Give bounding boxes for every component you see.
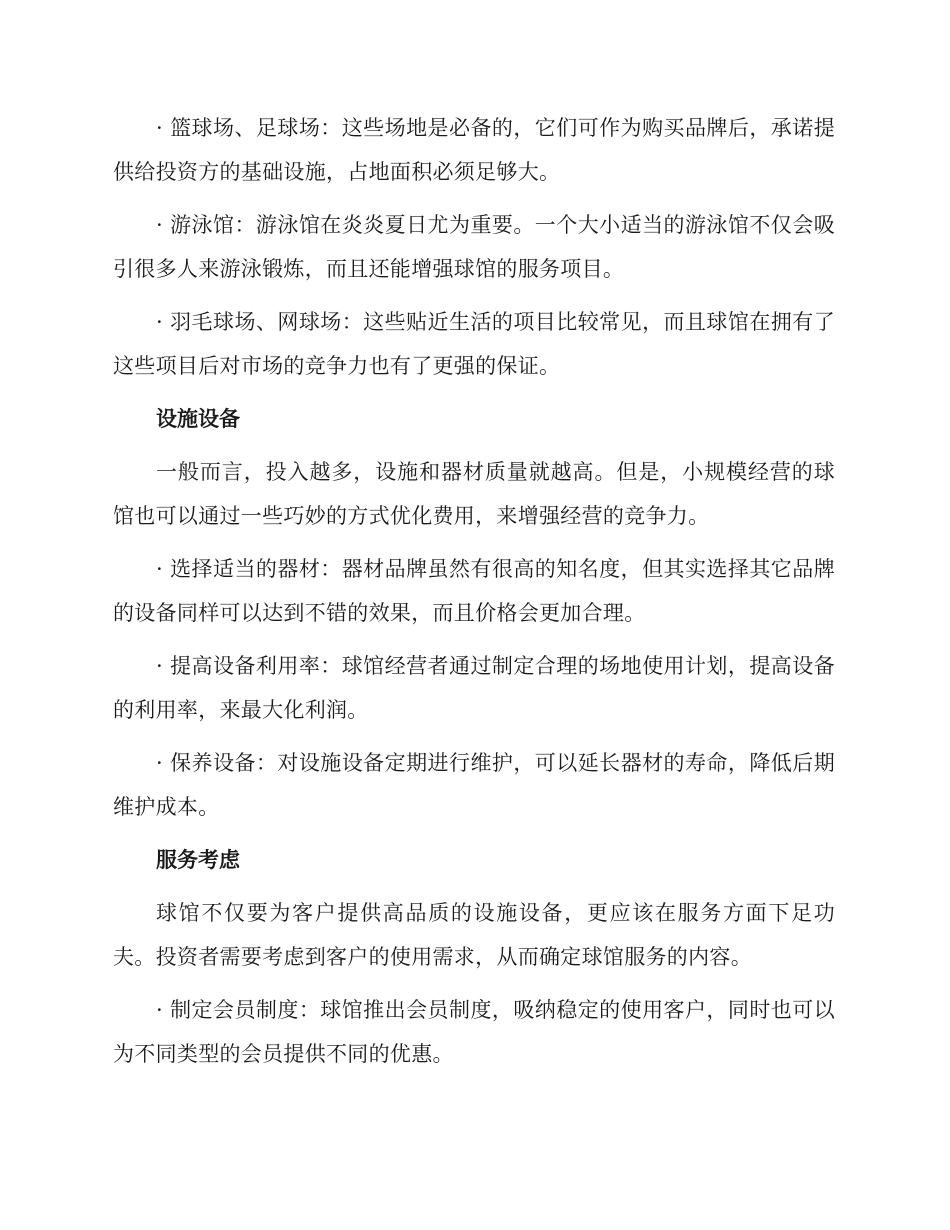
bullet-choose-equipment: · 选择适当的器材：器材品牌虽然有很高的知名度，但其实选择其它品牌的设备同样可以达到不错的效果，而且价格会更加合理。: [113, 557, 835, 625]
bullet-swimming-pool: · 游泳馆：游泳馆在炎炎夏日尤为重要。一个大小适当的游泳馆不仅会吸引很多人来游泳锻炼，而且还能增强球馆的服务项目。: [113, 213, 835, 281]
bullet-improve-utilization: · 提高设备利用率：球馆经营者通过制定合理的场地使用计划，提高设备的利用率，来最大化利润。: [113, 654, 835, 722]
paragraph-service-intro: 球馆不仅要为客户提供高品质的设施设备，更应该在服务方面下足功夫。投资者需要考虑到客户的使用需求，从而确定球馆服务的内容。: [113, 901, 835, 969]
section-heading-facilities: 设施设备: [156, 407, 240, 431]
bullet-membership: · 制定会员制度：球馆推出会员制度，吸纳稳定的使用客户，同时也可以为不同类型的会员提供不同的优惠。: [113, 998, 835, 1066]
section-heading-service: 服务考虑: [156, 848, 240, 872]
paragraph-facilities-intro: 一般而言，投入越多，设施和器材质量就越高。但是，小规模经营的球馆也可以通过一些巧妙的方式优化费用，来增强经营的竞争力。: [113, 460, 835, 528]
bullet-badminton-tennis: · 羽毛球场、网球场：这些贴近生活的项目比较常见，而且球馆在拥有了这些项目后对市场的竞争力也有了更强的保证。: [113, 310, 835, 378]
bullet-maintain-equipment: · 保养设备：对设施设备定期进行维护，可以延长器材的寿命，降低后期维护成本。: [113, 751, 835, 819]
document-page: [113, 106, 835, 1085]
bullet-basketball-football: · 篮球场、足球场：这些场地是必备的，它们可作为购买品牌后，承诺提供给投资方的基础设施，占地面积必须足够大。: [113, 116, 835, 184]
